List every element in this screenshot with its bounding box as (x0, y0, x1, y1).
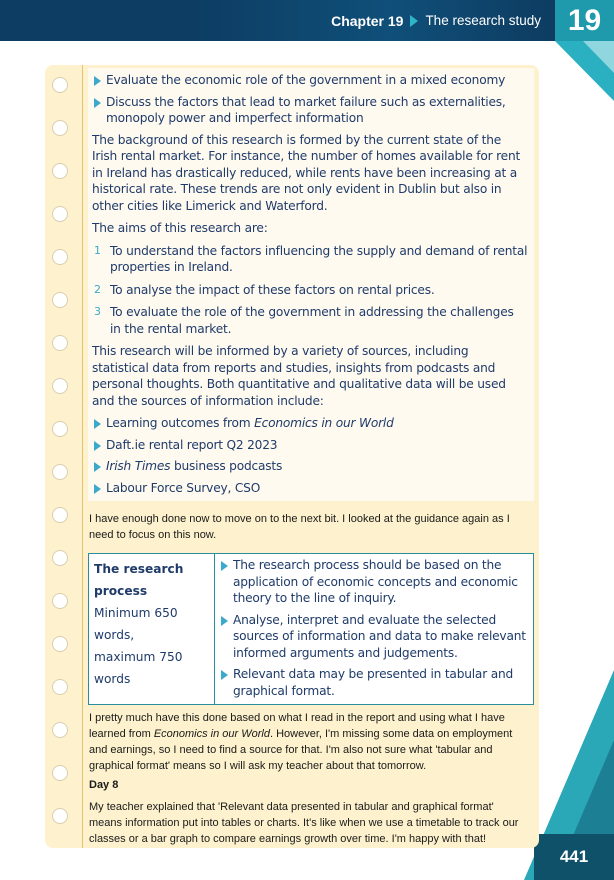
intro-bullet: Discuss the factors that lead to market failure such as externalities, monopoly power and imperfect information (92, 94, 528, 127)
aim-item (92, 304, 528, 337)
day-heading: Day 8 (89, 779, 119, 791)
student-note (89, 710, 529, 774)
binder-hole (52, 378, 68, 394)
source-item (92, 458, 528, 475)
binder-hole (52, 808, 68, 824)
source-suffix: business podcasts (170, 459, 283, 473)
binder-hole (52, 679, 68, 695)
binder-hole (52, 507, 68, 523)
table-title: The research process (94, 562, 184, 598)
student-note: I have enough done now to move on to the next bit. I looked at the guidance again as I need to focus on this now. (89, 513, 510, 541)
binder-hole (52, 249, 68, 265)
word-count-min: Minimum 650 words, (94, 606, 178, 642)
binder-hole (52, 722, 68, 738)
source-item: Labour Force Survey, CSO (92, 480, 528, 497)
aim-number: 1 (94, 243, 101, 257)
aim-item (92, 243, 528, 276)
binder-hole (52, 464, 68, 480)
table-point: Analyse, interpret and evaluate the selected sources of information and data to make relevant informed arguments and judgements. (219, 612, 527, 662)
table-points-cell (215, 554, 533, 704)
aim-number: 2 (94, 282, 101, 296)
source-title: Irish Times (106, 459, 171, 473)
source-item: Daft.ie rental report Q2 2023 (92, 437, 528, 454)
source-prefix: Learning outcomes from (106, 416, 255, 430)
aim-number: 3 (94, 305, 101, 318)
student-note: My teacher explained that 'Relevant data presented in tabular and graphical format' means information put into tables or charts. It's like when we use a timetable to track our classes or a bar graph to compare earnings growth over time. I'm happy with that! (89, 801, 519, 845)
aim-item (92, 282, 528, 299)
binder-hole (52, 163, 68, 179)
book-title: Economics in our World (153, 728, 270, 740)
note-text: I pretty much have this done based on what I read in the report and using what I have learned from (89, 712, 505, 740)
binder-hole (52, 550, 68, 566)
background-paragraph: The background of this research is formed by the current state of the Irish rental market. For instance, the number of homes available for rent in Ireland has drastically reduced, while rents have been increasing at a historical rate. These trends are not only evident in Dublin but also in other cities like Limerick and Waterford. (92, 132, 521, 213)
chapter-header (0, 0, 555, 41)
aim-text: To understand the factors influencing the supply and demand of rental properties in Ireland. (110, 243, 528, 274)
page-number: 441 (534, 834, 614, 880)
binder-hole (52, 421, 68, 437)
note-text: . However, I'm missing some data on employment and earnings, so I need to find a source for that. I'm also not sure what 'tabular and graphical format' means so I will ask my teacher about that tomorrow. (89, 728, 513, 772)
table-label-cell (89, 554, 215, 704)
source-item (92, 415, 528, 432)
binder-hole (52, 77, 68, 93)
intro-bullet: Evaluate the economic role of the government in a mixed economy (92, 72, 528, 89)
binder-hole (52, 206, 68, 222)
research-draft-block (88, 68, 534, 501)
triangle-arrow-icon (410, 15, 418, 27)
chapter-number-badge: 19 (555, 0, 614, 41)
word-count-max: maximum 750 words (94, 650, 183, 686)
aims-intro: The aims of this research are: (92, 221, 268, 235)
binder-hole (52, 120, 68, 136)
notebook-margin-line (82, 65, 83, 848)
table-point: The research process should be based on the application of economic concepts and economic theory to the line of inquiry. (219, 557, 527, 607)
table-point: Relevant data may be presented in tabular and graphical format. (219, 666, 527, 699)
sources-intro: This research will be informed by a variety of sources, including statistical data from reports and studies, insights from podcasts and personal thoughts. Both quantitative and qualitative data will be used and the sources of information include: (92, 344, 506, 408)
binder-hole (52, 593, 68, 609)
binder-hole (52, 765, 68, 781)
source-title: Economics in our World (254, 416, 394, 430)
chapter-label: Chapter 19 (331, 12, 404, 29)
binder-hole (52, 636, 68, 652)
decorative-corner-shape-light (583, 41, 614, 73)
research-process-table (88, 553, 534, 705)
aim-text: To analyse the impact of these factors on rental prices. (110, 282, 435, 297)
binder-hole (52, 335, 68, 351)
binder-hole (52, 292, 68, 308)
chapter-topic: The research study (425, 13, 541, 28)
aim-text: To evaluate the role of the government in addressing the challenges in the rental market. (110, 305, 514, 336)
